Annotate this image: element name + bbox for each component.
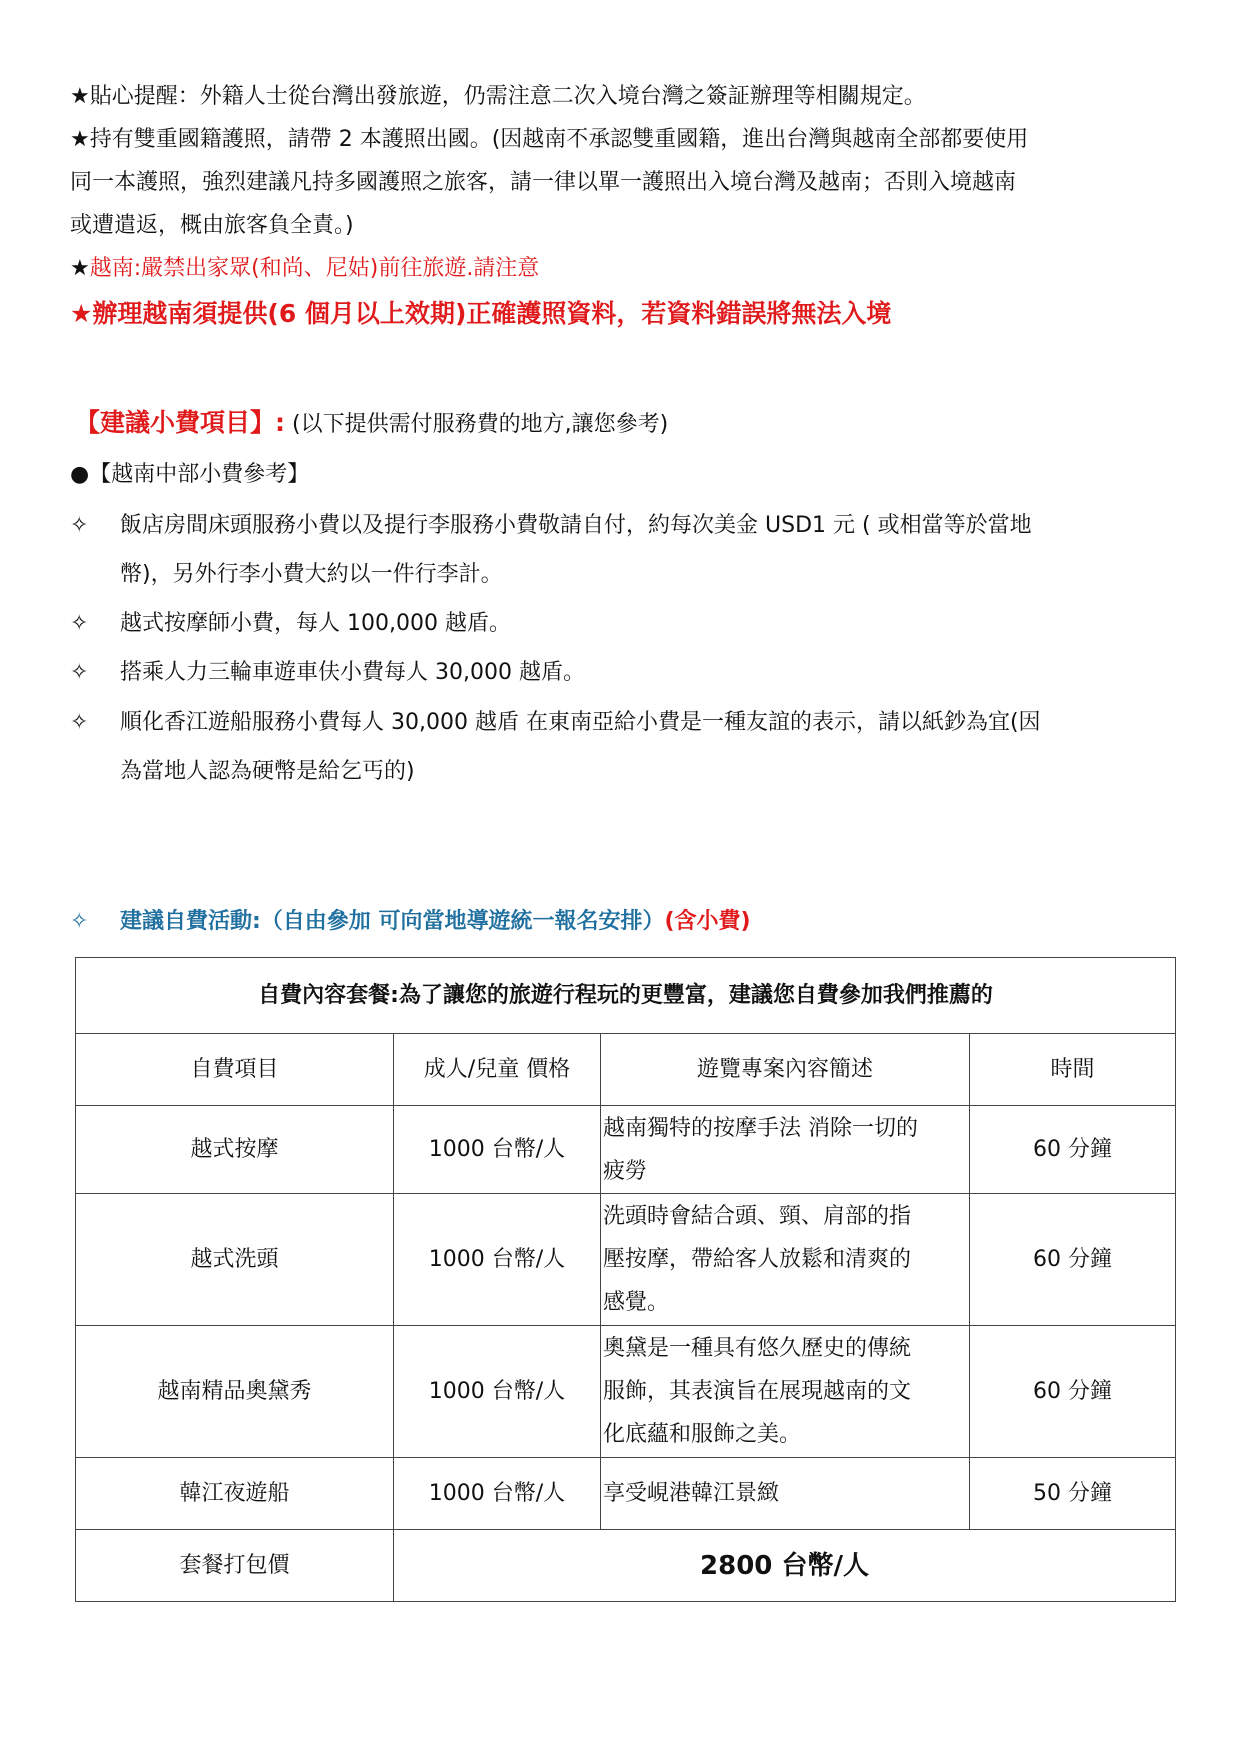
activity-price: 1000 台幣/人 — [394, 1326, 601, 1458]
optional-heading-tip-note: (含小費) — [664, 909, 751, 934]
tip-item-text: 搭乘人力三輪車遊車伕小費每人 30,000 越盾。 — [120, 660, 585, 685]
activity-name: 越式洗頭 — [76, 1194, 394, 1326]
tip-item-text: 越式按摩師小費，每人 100,000 越盾。 — [120, 611, 511, 636]
bullet-dot-icon: ● — [70, 462, 90, 487]
activity-name: 韓江夜遊船 — [76, 1458, 394, 1530]
activity-description — [601, 1458, 970, 1530]
activity-description — [601, 1106, 970, 1194]
description-line: 疲勞 — [603, 1158, 648, 1184]
tips-heading — [75, 408, 668, 440]
activity-duration: 60 分鐘 — [970, 1326, 1176, 1458]
description-line: 化底蘊和服飾之美。 — [603, 1422, 802, 1447]
package-price: 2800 台幣/人 — [394, 1530, 1176, 1602]
column-header: 遊覽專案內容簡述 — [601, 1034, 970, 1106]
activity-description — [601, 1194, 970, 1326]
note-reentry-visa: ★貼心提醒：外籍人士從台灣出發旅遊，仍需注意二次入境台灣之簽証辦理等相關規定。 — [70, 84, 926, 109]
description-line: 奧黛是一種具有悠久歷史的傳統 — [603, 1336, 912, 1361]
activity-price: 1000 台幣/人 — [394, 1458, 601, 1530]
tip-item-text: 為當地人認為硬幣是給乞丐的) — [120, 759, 415, 784]
table-row — [76, 1106, 1176, 1194]
tip-item-text: 幣)，另外行李小費大約以一件行李計。 — [120, 562, 503, 587]
sparkle-bullet-icon: ✧ — [70, 909, 89, 934]
activity-price: 1000 台幣/人 — [394, 1194, 601, 1326]
tips-heading-tag: 【建議小費項目】: — [75, 408, 285, 437]
table-title: 自費內容套餐:為了讓您的旅遊行程玩的更豐富，建議您自費參加我們推薦的 — [76, 958, 1176, 1034]
sparkle-bullet-icon: ✧ — [70, 710, 89, 735]
activity-duration: 50 分鐘 — [970, 1458, 1176, 1530]
sparkle-bullet-icon: ✧ — [70, 660, 89, 685]
activity-name: 越南精品奧黛秀 — [76, 1326, 394, 1458]
note-dual-passport-1: ★持有雙重國籍護照，請帶 2 本護照出國。(因越南不承認雙重國籍，進出台灣與越南全部都要使用 — [70, 127, 1029, 152]
note-dual-passport-2: 同一本護照，強烈建議凡持多國護照之旅客，請一律以單一護照出入境台灣及越南；否則入境越南 — [70, 170, 1017, 195]
description-line: 洗頭時會結合頭、頸、肩部的指 — [603, 1204, 912, 1229]
note-monastics — [70, 254, 539, 284]
activity-name: 越式按摩 — [76, 1106, 394, 1194]
table-row — [76, 1458, 1176, 1530]
note-dual-passport-3: 或遭遣返，概由旅客負全責。) — [70, 213, 354, 238]
activity-duration: 60 分鐘 — [970, 1106, 1176, 1194]
column-header: 成人/兒童 價格 — [394, 1034, 601, 1106]
description-line: 越南獨特的按摩手法 消除一切的 — [603, 1115, 918, 1141]
description-line: 感覺。 — [603, 1290, 670, 1315]
description-line: 享受峴港韓江景緻 — [603, 1481, 780, 1506]
optional-heading-text — [120, 907, 751, 937]
column-header: 時間 — [970, 1034, 1176, 1106]
package-label: 套餐打包價 — [76, 1530, 394, 1602]
tip-item-text: 飯店房間床頭服務小費以及提行李服務小費敬請自付，約每次美金 USD1 元 ( 或相當等於當地 — [120, 513, 1032, 538]
column-header: 自費項目 — [76, 1034, 394, 1106]
tips-subheading-text: 【越南中部小費參考】 — [89, 462, 310, 487]
activity-duration: 60 分鐘 — [970, 1194, 1176, 1326]
activity-price: 1000 台幣/人 — [394, 1106, 601, 1194]
note-monastics-text: 越南:嚴禁出家眾(和尚、尼姑)前往旅遊.請注意 — [89, 256, 540, 281]
sparkle-bullet-icon: ✧ — [70, 611, 89, 636]
table-row — [76, 1194, 1176, 1326]
activity-description — [601, 1326, 970, 1458]
optional-activities-table — [75, 957, 1176, 1602]
tips-subheading — [70, 460, 309, 490]
description-line: 壓按摩，帶給客人放鬆和清爽的 — [603, 1247, 912, 1272]
tips-heading-text: (以下提供需付服務費的地方,讓您參考) — [285, 412, 669, 437]
tip-item-text: 順化香江遊船服務小費每人 30,000 越盾 在東南亞給小費是一種友誼的表示，請以紙鈔為宜(因 — [120, 710, 1041, 735]
star-icon: ★ — [70, 256, 90, 281]
table-row — [76, 1326, 1176, 1458]
note-passport-info-warning: ★辦理越南須提供(6 個月以上效期)正確護照資料，若資料錯誤將無法入境 — [70, 299, 892, 328]
optional-heading-main: 建議自費活動:（自由參加 可向當地導遊統一報名安排） — [120, 909, 665, 934]
package-row — [76, 1530, 1176, 1602]
sparkle-bullet-icon: ✧ — [70, 513, 89, 538]
description-line: 服飾，其表演旨在展現越南的文 — [603, 1379, 912, 1404]
table-header-row — [76, 1034, 1176, 1106]
